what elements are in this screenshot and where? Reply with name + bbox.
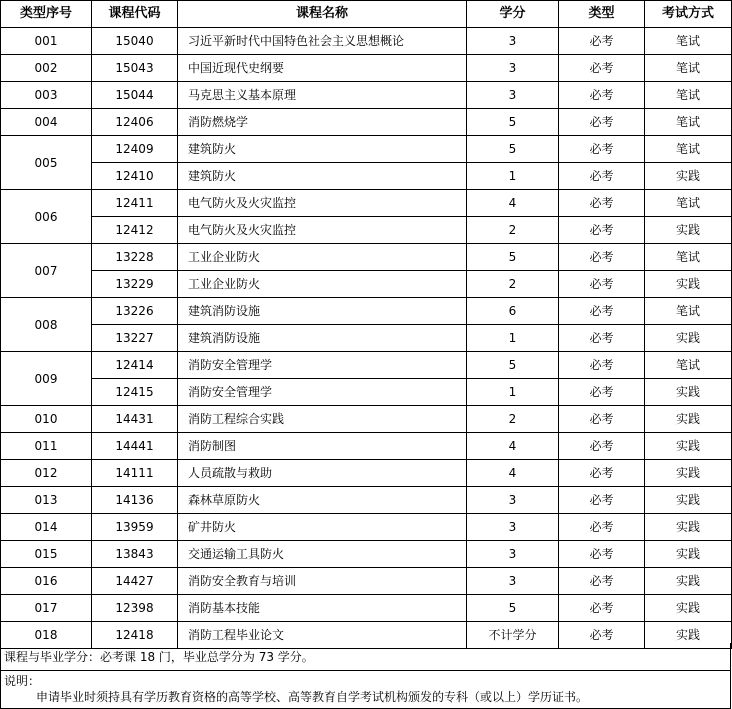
table-row	[1, 433, 732, 460]
cell-type: 必考	[559, 568, 645, 595]
cell-mode: 实践	[645, 217, 732, 244]
cell-name: 消防安全管理学	[178, 379, 467, 406]
cell-type: 必考	[559, 541, 645, 568]
cell-type: 必考	[559, 325, 645, 352]
cell-mode: 笔试	[645, 352, 732, 379]
cell-seq: 017	[1, 595, 92, 622]
table-row	[1, 136, 732, 163]
notes-box	[0, 671, 731, 709]
cell-credit: 5	[467, 136, 559, 163]
cell-name: 矿井防火	[178, 514, 467, 541]
cell-type: 必考	[559, 82, 645, 109]
cell-name: 消防制图	[178, 433, 467, 460]
cell-mode: 实践	[645, 622, 732, 649]
cell-seq: 006	[1, 190, 92, 244]
cell-code: 14431	[92, 406, 178, 433]
cell-code: 12414	[92, 352, 178, 379]
cell-credit: 3	[467, 568, 559, 595]
cell-type: 必考	[559, 217, 645, 244]
cell-code: 12410	[92, 163, 178, 190]
cell-mode: 实践	[645, 379, 732, 406]
cell-seq: 008	[1, 298, 92, 352]
cell-code: 14427	[92, 568, 178, 595]
cell-code: 12418	[92, 622, 178, 649]
table-header-row	[1, 1, 732, 28]
cell-seq: 001	[1, 28, 92, 55]
cell-type: 必考	[559, 163, 645, 190]
cell-mode: 笔试	[645, 28, 732, 55]
table-row	[1, 460, 732, 487]
cell-seq: 005	[1, 136, 92, 190]
cell-code: 12398	[92, 595, 178, 622]
credits-summary	[0, 643, 731, 671]
cell-mode: 笔试	[645, 55, 732, 82]
cell-code: 14136	[92, 487, 178, 514]
notes-label: 说明：	[4, 674, 41, 688]
cell-mode: 实践	[645, 541, 732, 568]
cell-seq: 003	[1, 82, 92, 109]
table-row	[1, 28, 732, 55]
cell-code: 14111	[92, 460, 178, 487]
cell-type: 必考	[559, 298, 645, 325]
cell-credit: 3	[467, 541, 559, 568]
cell-type: 必考	[559, 379, 645, 406]
cell-name: 消防工程综合实践	[178, 406, 467, 433]
cell-type: 必考	[559, 487, 645, 514]
header-code: 课程代码	[92, 1, 178, 28]
cell-code: 13228	[92, 244, 178, 271]
cell-credit: 3	[467, 55, 559, 82]
cell-code: 13959	[92, 514, 178, 541]
cell-mode: 实践	[645, 487, 732, 514]
table-row	[1, 163, 732, 190]
table-row	[1, 55, 732, 82]
header-credit: 学分	[467, 1, 559, 28]
cell-code: 15040	[92, 28, 178, 55]
table-row	[1, 379, 732, 406]
cell-code: 15044	[92, 82, 178, 109]
table-row	[1, 217, 732, 244]
header-type: 类型	[559, 1, 645, 28]
cell-type: 必考	[559, 406, 645, 433]
cell-name: 消防安全管理学	[178, 352, 467, 379]
table-row	[1, 190, 732, 217]
cell-name: 消防燃烧学	[178, 109, 467, 136]
cell-code: 13227	[92, 325, 178, 352]
cell-seq: 011	[1, 433, 92, 460]
cell-type: 必考	[559, 460, 645, 487]
cell-type: 必考	[559, 109, 645, 136]
cell-code: 12411	[92, 190, 178, 217]
cell-credit: 5	[467, 595, 559, 622]
cell-code: 15043	[92, 55, 178, 82]
cell-name: 建筑消防设施	[178, 298, 467, 325]
cell-name: 马克思主义基本原理	[178, 82, 467, 109]
cell-credit: 5	[467, 244, 559, 271]
cell-credit: 6	[467, 298, 559, 325]
cell-mode: 实践	[645, 595, 732, 622]
cell-seq: 010	[1, 406, 92, 433]
cell-name: 电气防火及火灾监控	[178, 217, 467, 244]
header-seq: 类型序号	[1, 1, 92, 28]
cell-mode: 实践	[645, 271, 732, 298]
cell-name: 消防工程毕业论文	[178, 622, 467, 649]
cell-seq: 014	[1, 514, 92, 541]
table-row	[1, 271, 732, 298]
cell-seq: 004	[1, 109, 92, 136]
cell-type: 必考	[559, 514, 645, 541]
cell-credit: 4	[467, 433, 559, 460]
cell-seq: 007	[1, 244, 92, 298]
table-row	[1, 568, 732, 595]
cell-credit: 5	[467, 109, 559, 136]
cell-seq: 012	[1, 460, 92, 487]
table-row	[1, 82, 732, 109]
cell-type: 必考	[559, 55, 645, 82]
cell-name: 森林草原防火	[178, 487, 467, 514]
cell-code: 13229	[92, 271, 178, 298]
cell-mode: 笔试	[645, 244, 732, 271]
cell-type: 必考	[559, 136, 645, 163]
cell-mode: 笔试	[645, 136, 732, 163]
table-row	[1, 406, 732, 433]
cell-mode: 笔试	[645, 190, 732, 217]
table-row	[1, 325, 732, 352]
cell-mode: 实践	[645, 568, 732, 595]
cell-name: 电气防火及火灾监控	[178, 190, 467, 217]
table-row	[1, 541, 732, 568]
cell-type: 必考	[559, 190, 645, 217]
cell-seq: 002	[1, 55, 92, 82]
credits-summary-text: 课程与毕业学分：必考课 18 门，毕业总学分为 73 学分。	[4, 650, 314, 664]
cell-credit: 3	[467, 514, 559, 541]
cell-type: 必考	[559, 433, 645, 460]
header-name: 课程名称	[178, 1, 467, 28]
cell-credit: 1	[467, 379, 559, 406]
cell-type: 必考	[559, 622, 645, 649]
cell-mode: 笔试	[645, 82, 732, 109]
cell-seq: 018	[1, 622, 92, 649]
cell-mode: 实践	[645, 433, 732, 460]
cell-mode: 实践	[645, 325, 732, 352]
cell-code: 13843	[92, 541, 178, 568]
cell-seq: 013	[1, 487, 92, 514]
cell-credit: 4	[467, 190, 559, 217]
cell-code: 12415	[92, 379, 178, 406]
cell-type: 必考	[559, 28, 645, 55]
header-mode: 考试方式	[645, 1, 732, 28]
cell-name: 交通运输工具防火	[178, 541, 467, 568]
cell-credit: 2	[467, 271, 559, 298]
cell-seq: 016	[1, 568, 92, 595]
cell-code: 12412	[92, 217, 178, 244]
cell-credit: 5	[467, 352, 559, 379]
cell-mode: 实践	[645, 514, 732, 541]
cell-code: 14441	[92, 433, 178, 460]
cell-name: 消防安全教育与培训	[178, 568, 467, 595]
cell-credit: 3	[467, 28, 559, 55]
cell-name: 人员疏散与救助	[178, 460, 467, 487]
table-row	[1, 352, 732, 379]
table-row	[1, 514, 732, 541]
cell-name: 建筑防火	[178, 163, 467, 190]
cell-credit: 2	[467, 217, 559, 244]
cell-mode: 实践	[645, 406, 732, 433]
table-row	[1, 109, 732, 136]
cell-mode: 笔试	[645, 109, 732, 136]
cell-credit: 1	[467, 325, 559, 352]
cell-credit: 3	[467, 487, 559, 514]
cell-mode: 实践	[645, 163, 732, 190]
cell-name: 消防基本技能	[178, 595, 467, 622]
table-row	[1, 487, 732, 514]
course-table-body	[1, 28, 732, 649]
cell-code: 12409	[92, 136, 178, 163]
notes-text: 申请毕业时须持具有学历教育资格的高等学校、高等教育自学考试机构颁发的专科（或以上）学历证书。	[36, 690, 589, 704]
cell-type: 必考	[559, 271, 645, 298]
cell-credit: 4	[467, 460, 559, 487]
cell-name: 工业企业防火	[178, 271, 467, 298]
cell-seq: 009	[1, 352, 92, 406]
cell-name: 建筑防火	[178, 136, 467, 163]
cell-code: 12406	[92, 109, 178, 136]
cell-mode: 实践	[645, 460, 732, 487]
cell-mode: 笔试	[645, 298, 732, 325]
cell-name: 中国近现代史纲要	[178, 55, 467, 82]
cell-type: 必考	[559, 595, 645, 622]
cell-code: 13226	[92, 298, 178, 325]
cell-type: 必考	[559, 244, 645, 271]
cell-seq: 015	[1, 541, 92, 568]
cell-name: 工业企业防火	[178, 244, 467, 271]
cell-name: 建筑消防设施	[178, 325, 467, 352]
table-row	[1, 298, 732, 325]
cell-credit: 3	[467, 82, 559, 109]
table-row	[1, 244, 732, 271]
cell-credit: 不计学分	[467, 622, 559, 649]
cell-type: 必考	[559, 352, 645, 379]
cell-credit: 1	[467, 163, 559, 190]
cell-credit: 2	[467, 406, 559, 433]
cell-name: 习近平新时代中国特色社会主义思想概论	[178, 28, 467, 55]
table-row	[1, 595, 732, 622]
